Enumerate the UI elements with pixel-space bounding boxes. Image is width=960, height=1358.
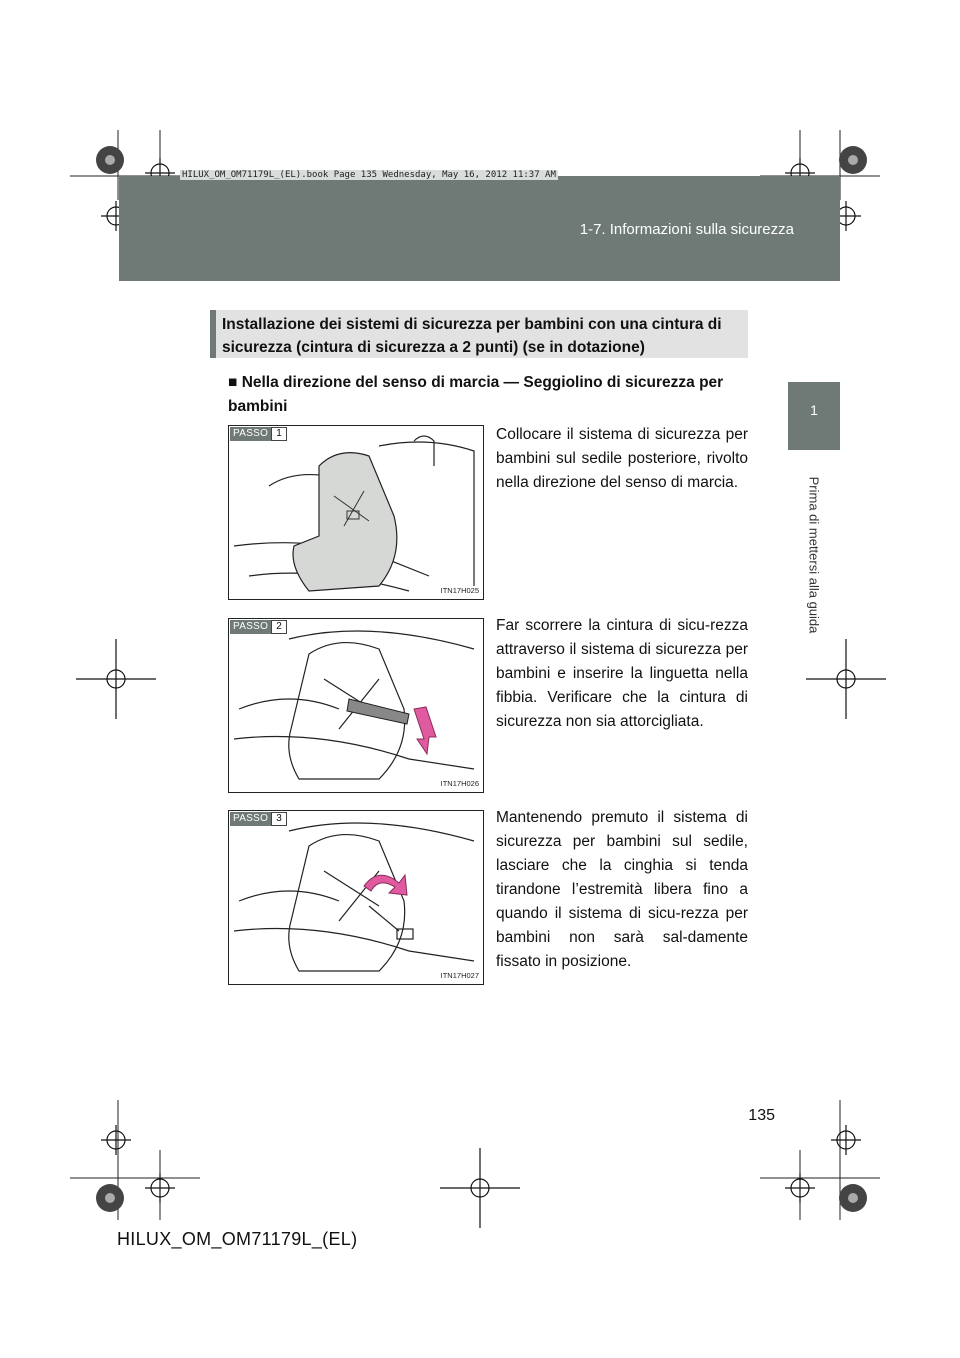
document-code: HILUX_OM_OM71179L_(EL) [117,1229,358,1249]
car-seat-illustration-3 [229,811,483,984]
chapter-title-strip [788,450,840,660]
car-seat-illustration-2 [229,619,483,792]
step-label: PASSO 1 [230,427,287,441]
step-1-figure [228,425,484,600]
section-title: 1-7. Informazioni sulla sicurezza [579,221,794,238]
step-3-figure [228,810,484,985]
figure-code: ITN17H026 [440,779,479,788]
page-number: 135 [748,1107,775,1124]
step-label: PASSO 3 [230,812,287,826]
figure-code: ITN17H025 [440,586,479,595]
step-label: PASSO 2 [230,620,287,634]
bullet-title-text: Nella direzione del senso di marcia — Seggiolino di sicurezza per bambini [228,374,724,415]
bullet-square-icon: ■ [228,374,238,391]
step-1-text: Collocare il sistema di sicurezza per bambini sul sedile posteriore, rivolto nella direzione del senso di marcia. [496,426,748,491]
step-2-text: Far scorrere la cintura di sicu-rezza attraverso il sistema di sicurezza per bambini e inserire la linguetta nella fibbia. Verificare che la cintura di sicurezza non sia attorcigliata. [496,617,748,730]
car-seat-illustration-1 [229,426,483,599]
step-3-text: Mantenendo premuto il sistema di sicurezza per bambini sul sedile, lasciare che la cinghia si tenda tirandone l’estremità libera fino a quando il sistema di sicu-rezza per bambini non sarà sal-damente fissato in posizione. [496,809,748,970]
chapter-title: Prima di mettersi alla guida [806,476,822,634]
book-info-line: HILUX_OM_OM71179L_(EL).book Page 135 Wednesday, May 16, 2012 11:37 AM [182,170,556,180]
chapter-tab [788,382,840,450]
figure-code: ITN17H027 [440,971,479,980]
step-2-figure [228,618,484,793]
chapter-number: 1 [810,402,818,418]
section-heading: Installazione dei sistemi di sicurezza per bambini con una cintura di sicurezza (cintura di sicurezza a 2 punti) (se in dotazione) [210,310,748,358]
bullet-heading [228,371,748,419]
